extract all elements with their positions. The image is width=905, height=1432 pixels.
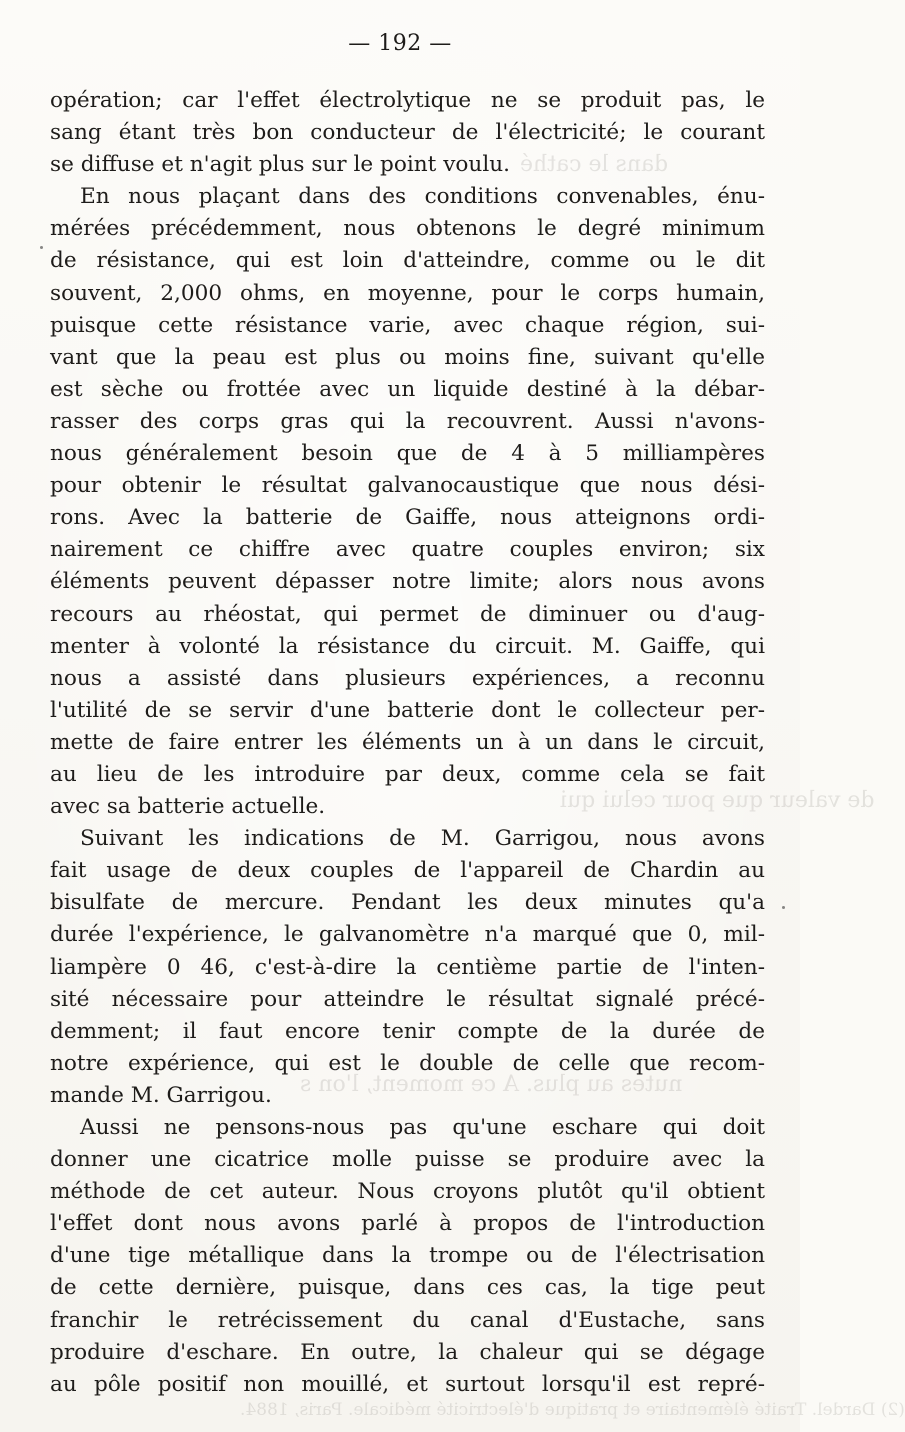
paragraph-start-line: Aussi ne pensons-nous pas qu'une eschare qui doit [80, 1115, 765, 1140]
text-line: recours au rhéostat, qui permet de diminuer ou d'aug- [50, 601, 765, 627]
text-line: bisulfate de mercure. Pendant les deux minutes qu'a [50, 890, 765, 916]
text-line: produire d'eschare. En outre, la chaleur qui se dégage [50, 1339, 765, 1365]
page-number: — 192 — [348, 31, 452, 56]
text-line: opération; car l'effet électrolytique ne se produit pas, le [50, 88, 765, 113]
text-line: l'effet dont nous avons parlé à propos de l'introduction [50, 1211, 765, 1237]
text-line: franchir le retrécissement du canal d'Eustache, sans [50, 1307, 765, 1333]
text-line: puisque cette résistance varie, avec chaque région, sui- [50, 312, 765, 338]
text-line: de résistance, qui est loin d'atteindre, comme ou le dit [50, 248, 765, 274]
text-line: pour obtenir le résultat galvanocaustique que nous dési- [50, 473, 765, 499]
text-line: éléments peuvent dépasser notre limite; alors nous avons [50, 569, 765, 595]
text-line: se diffuse et n'agit plus sur le point voulu. [50, 152, 511, 178]
paragraph-start-line: En nous plaçant dans des conditions convenables, énu- [80, 184, 765, 210]
text-line: avec sa batterie actuelle. [50, 794, 326, 820]
text-line: mette de faire entrer les éléments un à un dans le circuit, [50, 729, 765, 755]
text-line: nairement ce chiffre avec quatre couples environ; six [50, 537, 765, 563]
text-line: durée l'expérience, le galvanomètre n'a marqué que 0, mil- [50, 922, 765, 948]
bleed-text-2: de valeur que pour celui qui [560, 788, 875, 813]
text-line: mérées précédemment, nous obtenons le degré minimum [50, 216, 765, 242]
text-line: menter à volonté la résistance du circuit. M. Gaiffe, qui [50, 633, 765, 659]
text-line: donner une cicatrice molle puisse se produire avec la [50, 1147, 765, 1173]
text-line: demment; il faut encore tenir compte de la durée de [50, 1018, 765, 1044]
text-line: l'utilité de se servir d'une batterie dont le collecteur per- [50, 697, 765, 723]
text-line: au pôle positif non mouillé, et surtout lorsqu'il est repré- [50, 1371, 765, 1397]
body-text [50, 85, 765, 1401]
text-line: sang étant très bon conducteur de l'électricité; le courant [50, 120, 765, 146]
text-line: au lieu de les introduire par deux, comme cela se fait [50, 761, 765, 787]
text-line: nous a assisté dans plusieurs expériences, a reconnu [50, 665, 765, 691]
bleed-text-4: (2) Dardel. Traité élémentaire et pratique d'électricité médicale. Paris, 1884. [240, 1400, 905, 1420]
text-line: vant que la peau est plus ou moins fine, suivant qu'elle [50, 344, 765, 370]
paragraph-start-line: Suivant les indications de M. Garrigou, nous avons [80, 826, 765, 852]
margin-speck [40, 246, 43, 249]
bleed-text-3: nutes au plus. A ce moment, l'on s [300, 1072, 683, 1097]
text-line: d'une tige métallique dans la trompe ou de l'électrisation [50, 1243, 765, 1269]
text-line: sité nécessaire pour atteindre le résultat signalé précé- [50, 986, 765, 1012]
text-line: méthode de cet auteur. Nous croyons plutôt qu'il obtient [50, 1179, 765, 1205]
text-line: notre expérience, qui est le double de celle que recom- [50, 1050, 765, 1076]
text-line: nous généralement besoin que de 4 à 5 milliampères [50, 441, 765, 467]
text-line: rasser des corps gras qui la recouvrent. Aussi n'avons- [50, 408, 765, 434]
margin-speck [782, 906, 785, 909]
text-line: rons. Avec la batterie de Gaiffe, nous atteignons ordi- [50, 505, 765, 531]
text-line: est sèche ou frottée avec un liquide destiné à la débar- [50, 376, 765, 402]
text-line: souvent, 2,000 ohms, en moyenne, pour le corps humain, [50, 280, 765, 306]
text-line: de cette dernière, puisque, dans ces cas, la tige peut [50, 1275, 765, 1301]
bleed-text-1: dans le cathé [520, 152, 669, 177]
text-line: liampère 0 46, c'est-à-dire la centième partie de l'inten- [50, 954, 765, 980]
text-line: mande M. Garrigou. [50, 1082, 272, 1108]
text-line: fait usage de deux couples de l'appareil de Chardin au [50, 858, 765, 884]
